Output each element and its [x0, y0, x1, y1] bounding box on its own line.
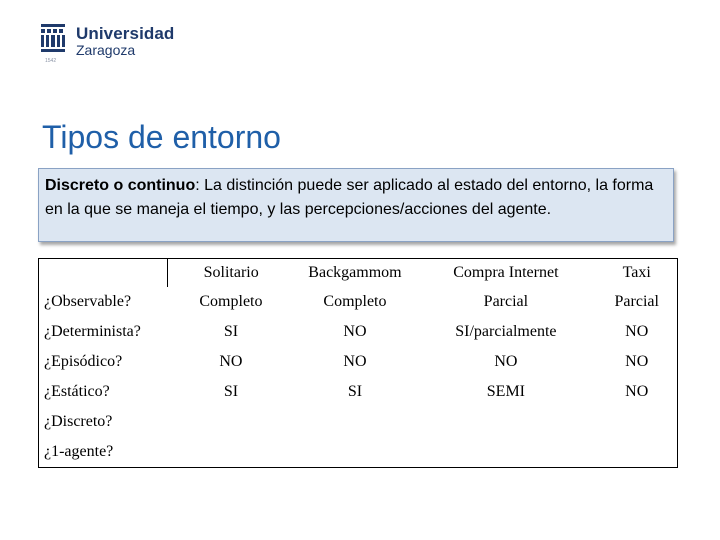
table-cell: NO [625, 383, 649, 400]
column-header-solitario: Solitario [203, 264, 259, 281]
table-row [39, 407, 678, 437]
table-cell: NO [343, 353, 367, 370]
row-label: ¿Observable? [44, 293, 132, 310]
row-label: ¿Determinista? [44, 323, 141, 340]
table-cell: Completo [323, 293, 387, 310]
table-cell [167, 437, 294, 468]
definition-separator: : [195, 177, 200, 194]
table-cell [295, 407, 416, 437]
table-cell: Parcial [614, 293, 659, 310]
column-header-taxi: Taxi [622, 264, 651, 281]
table-cell: Parcial [483, 293, 529, 310]
table-cell: NO [625, 323, 649, 340]
logo-city-name: Zaragoza [76, 42, 136, 58]
table-cell: NO [343, 323, 367, 340]
environment-table [38, 258, 678, 468]
table-cell [596, 407, 677, 437]
table-header-row [39, 259, 678, 288]
table-row [39, 347, 678, 377]
column-header-backgammom: Backgammom [308, 264, 402, 281]
table-row [39, 377, 678, 407]
definition-box [38, 168, 674, 242]
table-row [39, 287, 678, 317]
column-header-compra-internet: Compra Internet [453, 264, 559, 281]
table-cell: Completo [199, 293, 263, 310]
table-cell: NO [494, 353, 518, 370]
table-cell [415, 407, 596, 437]
table-cell: SI [223, 383, 239, 400]
logo-university-name: Universidad [76, 24, 175, 43]
logo-established-year: 1542 [45, 58, 57, 64]
table-cell: SI/parcialmente [455, 323, 557, 340]
definition-text: La distinción puede ser aplicado al estado del entorno, la forma en la que se maneja el tiempo, y las percepciones/acciones del agente. [45, 177, 654, 218]
table-cell [415, 437, 596, 468]
table-row [39, 317, 678, 347]
row-label: ¿1-agente? [44, 443, 114, 460]
definition-term: Discreto o continuo [45, 177, 196, 194]
table-cell: SI [347, 383, 363, 400]
table-cell: NO [219, 353, 243, 370]
table-cell [596, 437, 677, 468]
table-cell: SEMI [486, 383, 525, 400]
university-logo [38, 22, 178, 64]
row-label: ¿Discreto? [44, 413, 113, 430]
table-row [39, 437, 678, 468]
table-cell: NO [625, 353, 649, 370]
header-blank-cell [39, 259, 168, 288]
university-crest-icon [38, 22, 68, 58]
table-cell [295, 437, 416, 468]
slide-title: Tipos de entorno [42, 119, 281, 155]
row-label: ¿Estático? [44, 383, 110, 400]
table-cell [167, 407, 294, 437]
table-cell: SI [223, 323, 239, 340]
row-label: ¿Episódico? [44, 353, 123, 370]
